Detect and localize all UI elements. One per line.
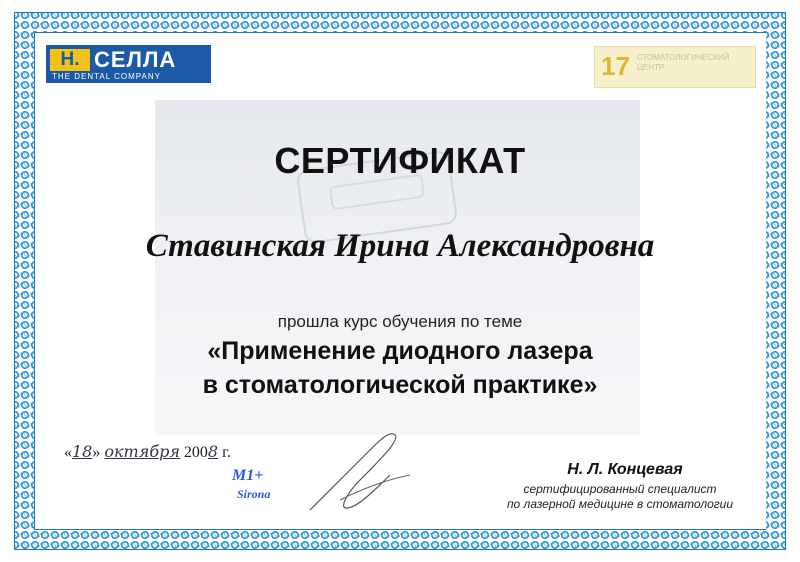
date-close-quote: » bbox=[92, 444, 101, 461]
date-day: 18 bbox=[72, 442, 93, 461]
signatory-role-line1: сертифицированный специалист bbox=[523, 482, 717, 496]
date-year-digit: 8 bbox=[207, 442, 219, 461]
sella-logo-word: СЕЛЛА bbox=[94, 47, 177, 72]
date-month: октября bbox=[104, 442, 180, 461]
date-open-quote: « bbox=[64, 444, 72, 461]
course-intro: прошла курс обучения по теме bbox=[277, 312, 523, 331]
dental-center-text: СТОМАТОЛОГИЧЕСКИЙ ЦЕНТР bbox=[637, 53, 730, 72]
course-title-line2: в стоматологической практике» bbox=[202, 371, 598, 399]
date-year-prefix: 200 bbox=[183, 444, 208, 461]
signatory-name: Н. Л. Концевая bbox=[567, 461, 683, 478]
issue-date bbox=[64, 442, 231, 462]
date-suffix: г. bbox=[222, 444, 231, 461]
dental-center-logo bbox=[594, 46, 756, 88]
recipient-name: Ставинская Ирина Александровна bbox=[145, 228, 655, 264]
stamp-line1: M1+ bbox=[232, 467, 264, 484]
course-title-line1: «Применение диодного лазера bbox=[207, 337, 593, 365]
handwritten-signature bbox=[300, 420, 420, 520]
certificate-title: СЕРТИФИКАТ bbox=[274, 140, 526, 181]
sella-logo-tagline: THE DENTAL COMPANY bbox=[52, 72, 161, 81]
signatory-role-line2: по лазерной медицине в стоматологии bbox=[506, 497, 734, 511]
sella-logo-mark: H. bbox=[50, 49, 90, 71]
dental-center-number: 17 bbox=[601, 51, 630, 81]
stamp-line2: Sirona bbox=[237, 487, 271, 501]
sella-logo bbox=[46, 45, 211, 83]
